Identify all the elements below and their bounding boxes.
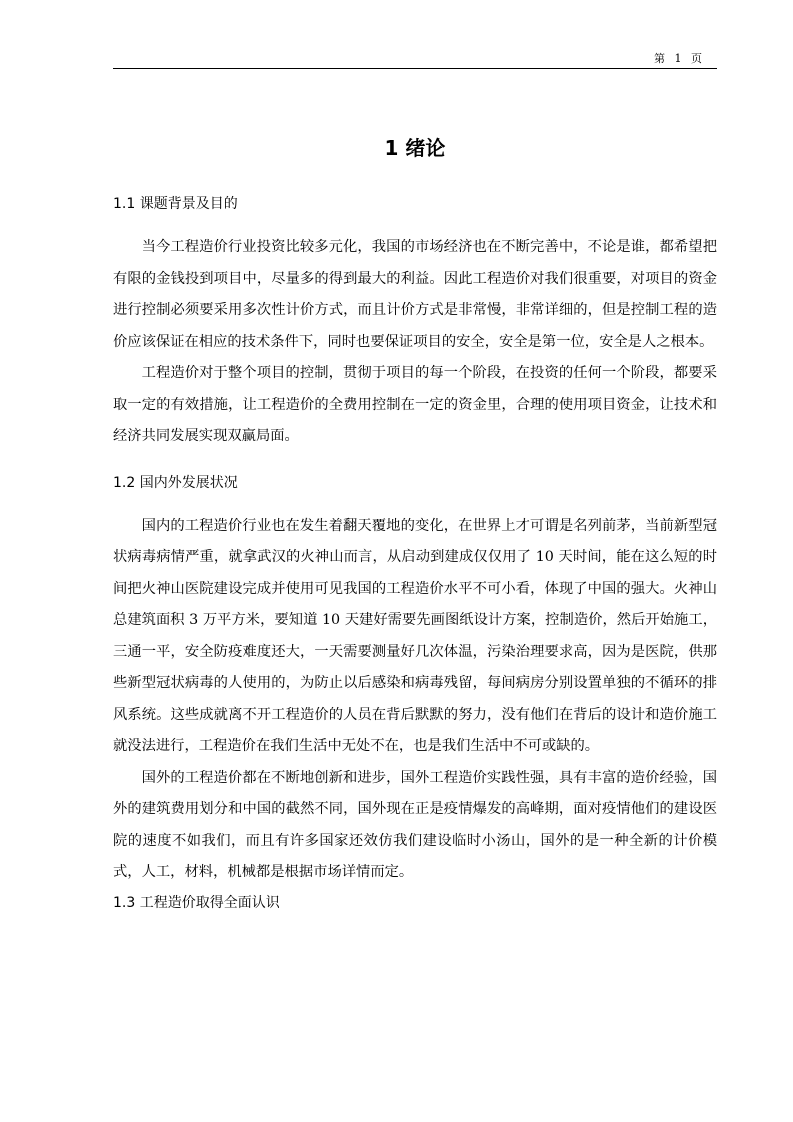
paragraph: 国内的工程造价行业也在发生着翻天覆地的变化，在世界上才可谓是名列前茅，当前新型冠状病毒病情严重，就拿武汉的火神山而言，从启动到建成仅仅用了 10 天时间，能在这么短的时间把火神山医院建设完成并使用可见我国的工程造价水平不可小看，体现了中国的强大。火神山总建筑面积 3 万平方米，要知道 10 天建好需要先画图纸设计方案，控制造价，然后开始施工，三通一平，安全防疫难度还大，一天需要测量好几次体温，污染治理要求高，因为是医院，供那些新型冠状病毒的人使用的，为防止以后感染和病毒残留，每间病房分别设置单独的不循环的排风系统。这些成就离不开工程造价的人员在背后默默的努力，没有他们在背后的设计和造价施工就没法进行，工程造价在我们生活中无处不在，也是我们生活中不可或缺的。 — [113, 517, 717, 754]
paragraph: 当今工程造价行业投资比较多元化，我国的市场经济也在不断完善中，不论是谁，都希望把有限的金钱投到项目中，尽量多的得到最大的利益。因此工程造价对我们很重要，对项目的资金进行控制必须要采用多次性计价方式，而且计价方式是非常慢，非常详细的，但是控制工程的造价应该保证在相应的技术条件下，同时也要保证项目的安全，安全是第一位，安全是人之根本。 — [113, 239, 717, 350]
section-heading-1-3: 1.3 工程造价取得全面认识 — [113, 894, 280, 911]
document-body — [113, 128, 717, 931]
paragraph: 国外的工程造价都在不断地创新和进步，国外工程造价实践性强，具有丰富的造价经验，国外的建筑费用划分和中国的截然不同，国外现在正是疫情爆发的高峰期，面对疫情他们的建设医院的速度不如我们，而且有许多国家还效仿我们建设临时小汤山，国外的是一种全新的计价模式，人工，材料，机械都是根据市场详情而定。 — [113, 769, 717, 880]
page-header — [113, 40, 717, 69]
section-heading-1-2: 1.2 国内外发展状况 — [113, 474, 238, 491]
chapter-title: 1 绪论 — [384, 136, 446, 160]
section-heading-1-1: 1.1 课题背景及目的 — [113, 196, 238, 212]
page-number: 第 1 页 — [654, 52, 705, 65]
paragraph: 工程造价对于整个项目的控制，贯彻于项目的每一个阶段，在投资的任何一个阶段，都要采取一定的有效措施，让工程造价的全费用控制在一定的资金里，合理的使用项目资金，让技术和经济共同发展实现双赢局面。 — [113, 365, 717, 444]
